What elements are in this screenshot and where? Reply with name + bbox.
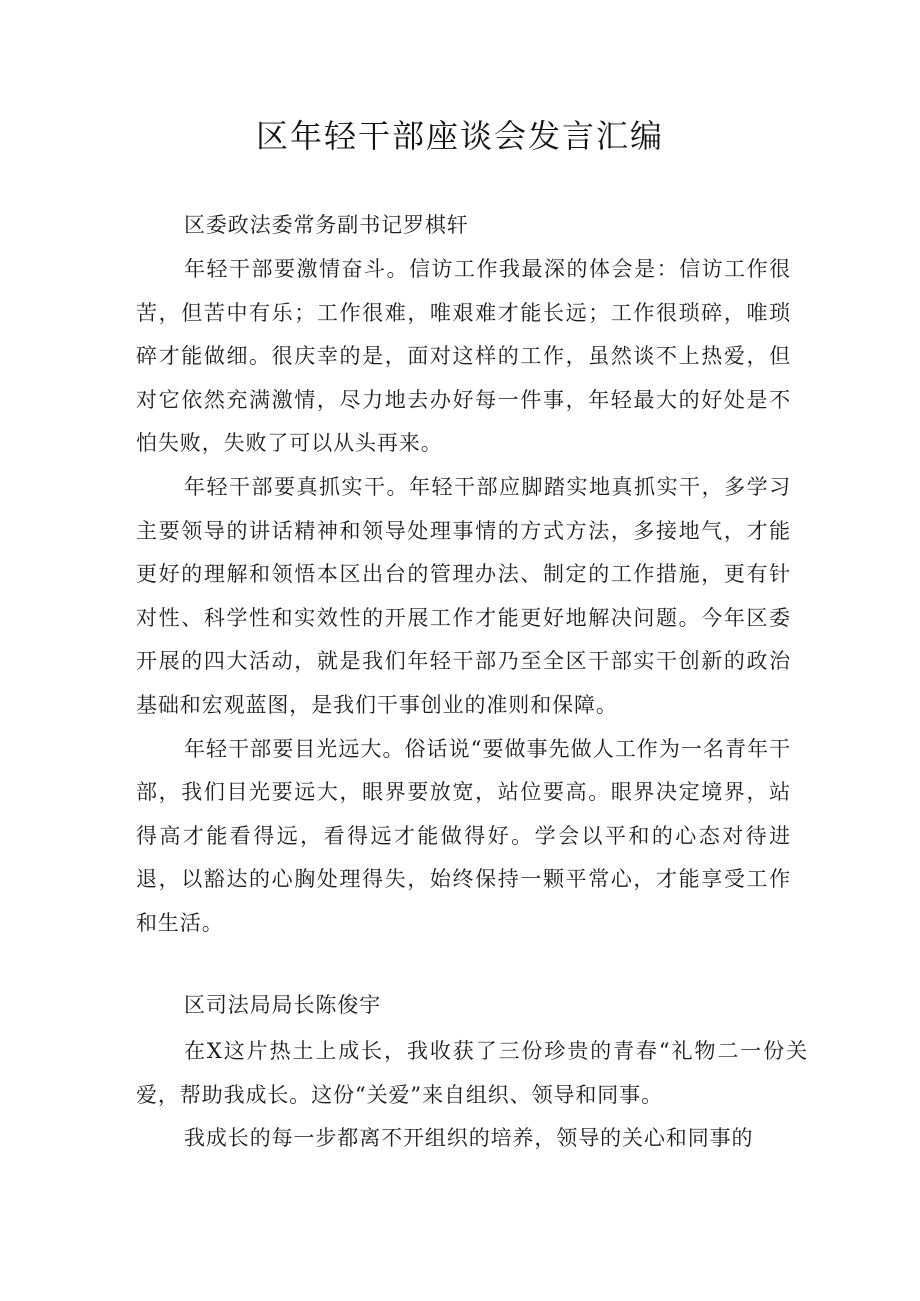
speaker-byline: 区司法局局长陈俊宇 bbox=[184, 993, 382, 1017]
section-body bbox=[136, 248, 791, 946]
page-title: 区年轻干部座谈会发言汇编 bbox=[255, 117, 664, 155]
paragraph: 年轻干部要激情奋斗。信访工作我最深的体会是：信访工作很苦，但苦中有乐；工作很难，唯艰难才能长远；工作很琐碎，唯琐碎才能做细。很庆幸的是，面对这样的工作，虽然谈不上热爱，但对它依然充满激情，尽力地去办好每一件事，年轻最大的好处是不怕失败，失败了可以从头再来。 bbox=[136, 257, 791, 456]
paragraph: 我成长的每一步都离不开组织的培养，领导的关心和同事的 bbox=[184, 1126, 754, 1151]
paragraph: 年轻干部要目光远大。俗话说“要做事先做人工作为一名青年干部，我们目光要远大，眼界要放宽，站位要高。眼界决定境界，站得高才能看得远，看得远才能做得好。学会以平和的心态对待进退，以豁达的心胸处理得失，始终保持一颗平常心，才能享受工作和生活。 bbox=[136, 736, 791, 935]
paragraph: 年轻干部要真抓实干。年轻干部应脚踏实地真抓实干，多学习主要领导的讲话精神和领导处理事情的方式方法，多接地气，才能更好的理解和领悟本区出台的管理办法、制定的工作措施，更有针对性、科学性和实效性的开展工作才能更好地解决问题。今年区委开展的四大活动，就是我们年轻干部乃至全区干部实干创新的政治基础和宏观蓝图，是我们干事创业的准则和保障。 bbox=[136, 474, 791, 717]
section-body bbox=[136, 1030, 808, 1161]
paragraph: 在X这片热土上成长，我收获了三份珍贵的青春“礼物二一份关爱，帮助我成长。这份“关爱”来自组织、领导和同事。 bbox=[136, 1039, 808, 1107]
speaker-byline: 区委政法委常务副书记罗棋轩 bbox=[184, 213, 469, 237]
